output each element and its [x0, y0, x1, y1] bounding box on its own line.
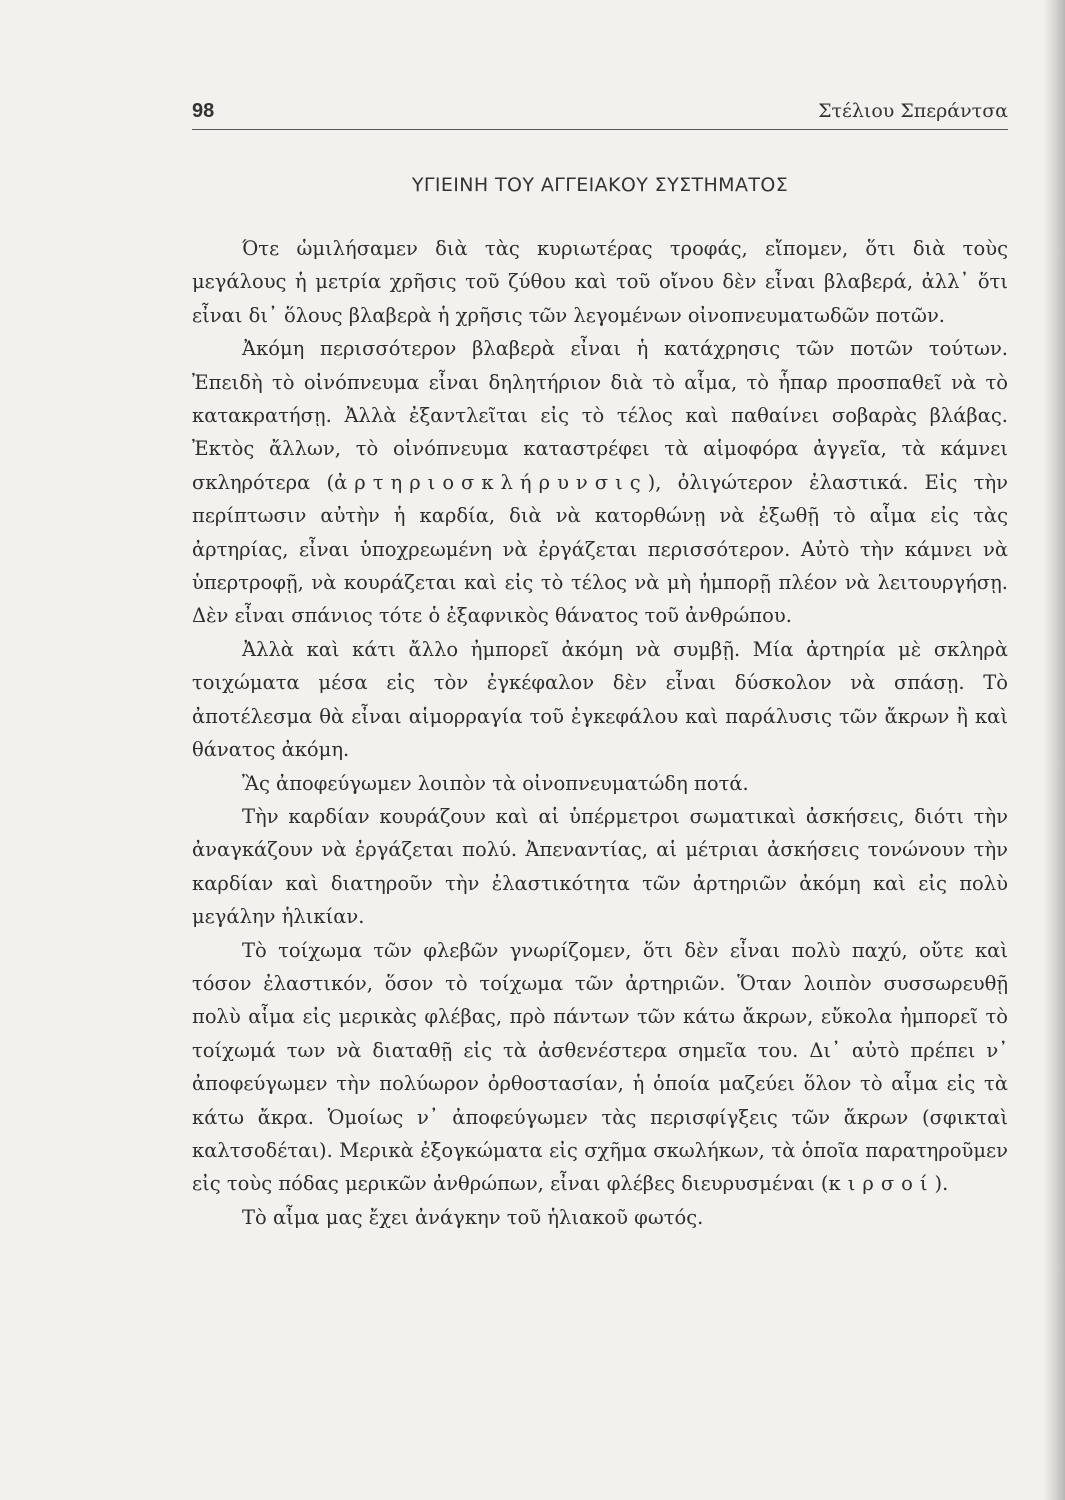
paragraph-3: Ἀλλὰ καὶ κάτι ἄλλο ἠμπορεῖ ἀκόμη νὰ συμβῇ. Μία ἀρτηρία μὲ σκληρὰ τοιχώματα μέσα εἰς τὸν ἐγκέφαλον δὲν εἶναι δύσκολον νὰ σπάσῃ. Τὸ ἀποτέλεσμα θὰ εἶναι αἱμορραγία τοῦ ἐγκεφάλου καὶ παράλυσις τῶν ἄκρων ἢ καὶ θάνατος ἀκόμη. — [192, 637, 1008, 762]
paragraph-7: Τὸ αἷμα μας ἔχει ἀνάγκην τοῦ ἡλιακοῦ φωτός. — [242, 1205, 704, 1229]
chapter-title: ΥΓΙΕΙΝΗ ΤΟΥ ΑΓΓΕΙΑΚΟΥ ΣΥΣΤΗΜΑΤΟΣ — [411, 174, 789, 196]
paragraph-2-part-1: Ἀκόμη περισσότερον βλαβερὰ εἶναι ἡ κατάχρησις τῶν ποτῶν τούτων. Ἐπειδὴ τὸ οἰνόπνευμα εἶναι δηλητήριον διὰ τὸ αἷμα, τὸ ἧπαρ προσπαθεῖ νὰ τὸ κατακρατήσῃ. Ἀλλὰ ἐξαντλεῖται εἰς τὸ τέλος καὶ παθαίνει σοβαρὰς βλάβας. Ἐκτὸς ἄλλων, τὸ οἰνόπνευμα καταστρέφει τὰ αἱμοφόρα ἀγγεῖα, τὰ κάμνει σκληρότερα ( — [192, 337, 1008, 494]
term-arteriosclerosis: ἀρτηριοσκλήρυνσις — [334, 470, 648, 494]
running-head — [192, 100, 1008, 130]
paragraph-2 — [192, 332, 1008, 633]
paragraph-1: Ότε ὡμιλήσαμεν διὰ τὰς κυριωτέρας τροφάς, εἴπομεν, ὅτι διὰ τοὺς μεγάλους ἡ μετρία χρῆσις τοῦ ζύθου καὶ τοῦ οἴνου δὲν εἶναι βλαβερά, ἀλλ᾽ ὅτι εἶναι δι᾽ ὅλους βλαβερὰ ἡ χρῆσις τῶν λεγομένων οἰνοπνευματωδῶν ποτῶν. — [192, 237, 1008, 327]
term-varices: κιρσοί — [828, 1172, 935, 1196]
paragraph-6 — [192, 934, 1008, 1201]
paragraph-6-part-2: ). — [934, 1172, 949, 1196]
header-rule — [192, 129, 1008, 130]
body-text — [192, 232, 1008, 1234]
page-edge-shadow — [1043, 0, 1065, 1500]
book-page — [192, 0, 1008, 1500]
paragraph-5: Τὴν καρδίαν κουράζουν καὶ αἱ ὑπέρμετροι σωματικαὶ ἀσκήσεις, διότι τὴν ἀναγκάζουν νὰ ἐργάζεται πολύ. Ἀπεναντίας, αἱ μέτριαι ἀσκήσεις τονώνουν τὴν καρδίαν καὶ διατηροῦν τὴν ἐλαστικότητα τῶν ἀρτηριῶν ἀκόμη καὶ εἰς πολὺ μεγάλην ἡλικίαν. — [192, 804, 1008, 929]
paragraph-6-part-1: Τὸ τοίχωμα τῶν φλεβῶν γνωρίζομεν, ὅτι δὲν εἶναι πολὺ παχύ, οὔτε καὶ τόσον ἐλαστικόν, ὅσον τὸ τοίχωμα τῶν ἀρτηριῶν. Ὅταν λοιπὸν συσσωρευθῇ πολὺ αἷμα εἰς μερικὰς φλέβας, πρὸ πάντων τῶν κάτω ἄκρων, εὔκολα ἠμπορεῖ τὸ τοίχωμά των νὰ διαταθῇ εἰς τὰ ἀσθενέστερα σημεῖα του. Δι᾽ αὐτὸ πρέπει ν᾽ ἀποφεύγωμεν τὴν πολύωρον ὀρθοστασίαν, ἡ ὁποία μαζεύει ὅλον τὸ αἷμα εἰς τὰ κάτω ἄκρα. Ὁμοίως ν᾽ ἀποφεύγωμεν τὰς περισφίγξεις τῶν ἄκρων (σφικταὶ καλτσοδέται). Μερικὰ ἐξογκώματα εἰς σχῆμα σκωλήκων, τὰ ὁποῖα παρατηροῦμεν εἰς τοὺς πόδας μερικῶν ἀνθρώπων, εἶναι φλέβες διευρυσμέναι ( — [192, 938, 1008, 1196]
paragraph-4: Ἂς ἀποφεύγωμεν λοιπὸν τὰ οἰνοπνευματώδη ποτά. — [242, 771, 749, 795]
paragraph-2-part-2: ), ὀλιγώτερον ἐλαστικά. Εἰς τὴν περίπτωσιν αὐτὴν ἡ καρδία, διὰ νὰ κατορθώνῃ νὰ ἐξωθῇ τὸ αἷμα εἰς τὰς ἀρτηρίας, εἶναι ὑποχρεωμένη νὰ ἐργάζεται περισσότερον. Αὐτὸ τὴν κάμνει νὰ ὑπερτροφῇ, νὰ κουράζεται καὶ εἰς τὸ τέλος νὰ μὴ ἠμπορῇ πλέον νὰ λειτουργήσῃ. Δὲν εἶναι σπάνιος τότε ὁ ἐξαφνικὸς θάνατος τοῦ ἀνθρώπου. — [192, 470, 1009, 628]
page-number: 98 — [192, 100, 215, 122]
running-head-author: Στέλιου Σπεράντσα — [818, 100, 1008, 122]
